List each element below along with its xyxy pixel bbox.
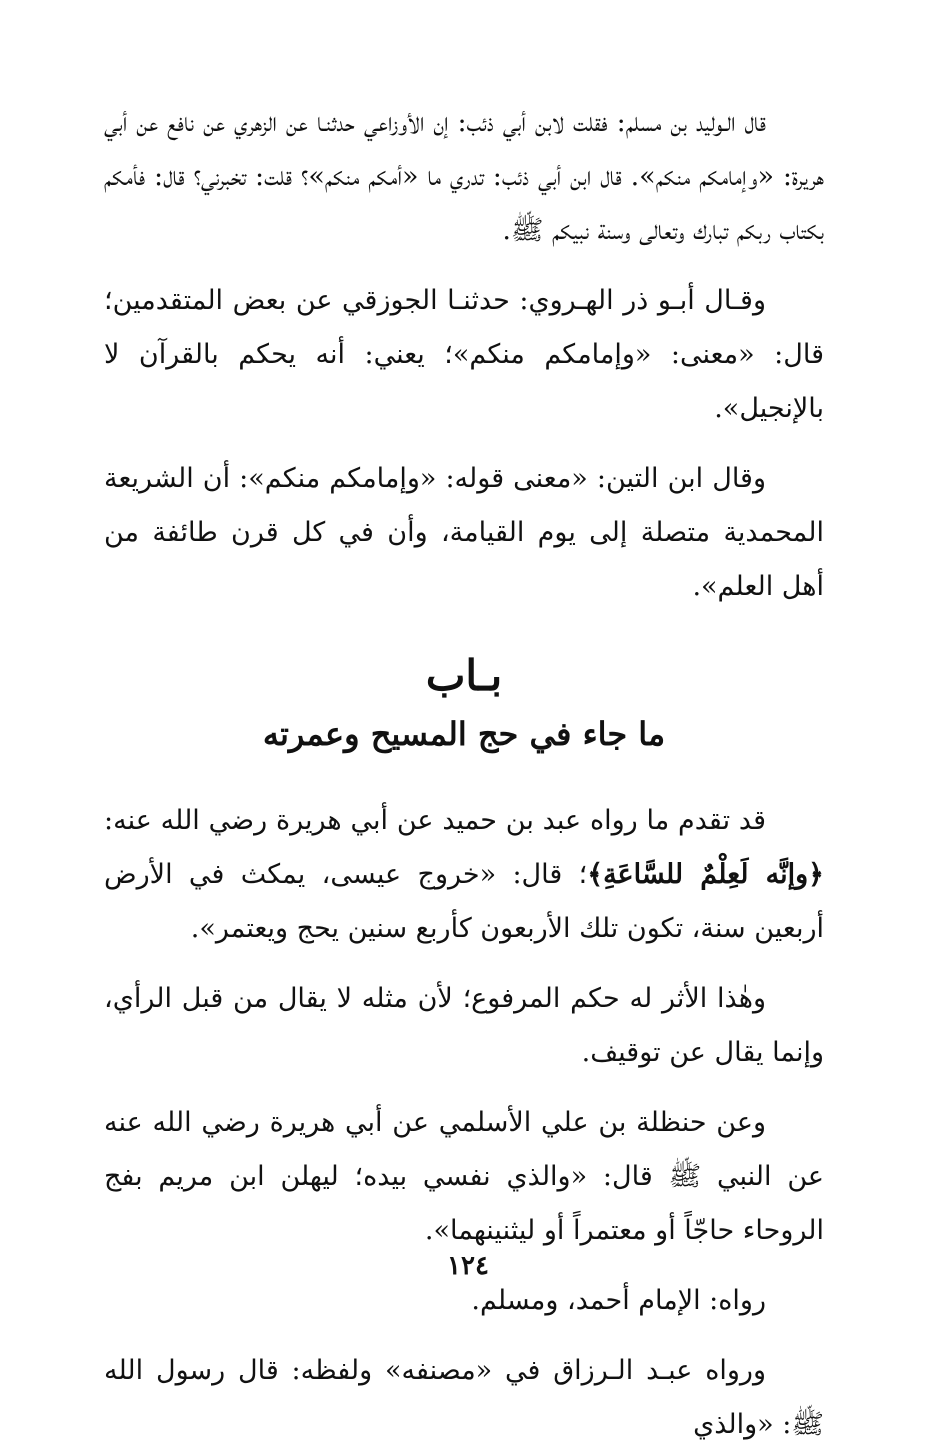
- paragraph-abu-dharr-harawi: وقـال أبـو ذر الهـروي: حدثنـا الجوزقي عن بعض المتقدمين؛ قال: «معنى: «وإمامكم منكم»؛ يعني: أنه يحكم بالقرآن لا بالإنجيل».: [104, 285, 824, 424]
- paragraph-intro-text: قد تقدم ما رواه عبد بن حميد عن أبي هريرة رضي الله عنه:: [104, 805, 766, 836]
- chapter-heading: [104, 648, 824, 760]
- paragraph-hanzala-hadith: وعن حنظلة بن علي الأسلمي عن أبي هريرة رضي الله عنه عن النبي ﷺ قال: «والذي نفسي بيده؛ ليهلن ابن مريم بفج الروحاء حاجّاً أو معتمراً أو ليثنينهما».: [104, 1107, 824, 1246]
- chapter-title: بـاب: [425, 651, 503, 700]
- page-number: ١٢٤: [447, 1251, 489, 1281]
- paragraph-ibn-al-tin: وقال ابن التين: «معنى قوله: «وإمامكم منكم»: أن الشريعة المحمدية متصلة إلى يوم القيامة، وأن في كل قرن طائفة من أهل العلم».: [104, 463, 824, 602]
- quran-verse: ﴿وإنَّه لَعِلْمٌ للسَّاعَةِ﴾: [587, 859, 824, 890]
- paragraph-walid-ibn-muslim: قال الـوليد بن مسلم: فقلت لابن أبي ذئب: إن الأوزاعي حدثنـا عن الزهري عن نافع عن أبي هريرة: «وإمامكم منكم». قال ابن أبي ذئب: تدري ما «أمكم منكم»؟ قلت: تخبرني؟ قال: فأمكم بكتاب ربكم تبارك وتعالى وسنة نبيكم ﷺ.: [104, 107, 824, 246]
- paragraph-hadith-text: ؛ قال: «خروج عيسى، يمكث في الأرض أربعين سنة، تكون تلك الأربعون كأربع سنين يحج ويعتمر».: [104, 859, 824, 944]
- paragraph-abd-ibn-humaid: [104, 794, 824, 956]
- chapter-subtitle: ما جاء في حج المسيح وعمرته: [262, 715, 666, 753]
- paragraph-athar-ruling: وهٰذا الأثر له حكم المرفوع؛ لأن مثله لا يقال من قبل الرأي، وإنما يقال عن توقيف.: [104, 983, 824, 1068]
- paragraph-narrators: رواه: الإمام أحمد، ومسلم.: [471, 1285, 766, 1316]
- paragraph-abd-al-razzaq: ورواه عبـد الـرزاق في «مصنفه» ولفظه: قال رسول الله ﷺ: «والذي: [104, 1355, 824, 1440]
